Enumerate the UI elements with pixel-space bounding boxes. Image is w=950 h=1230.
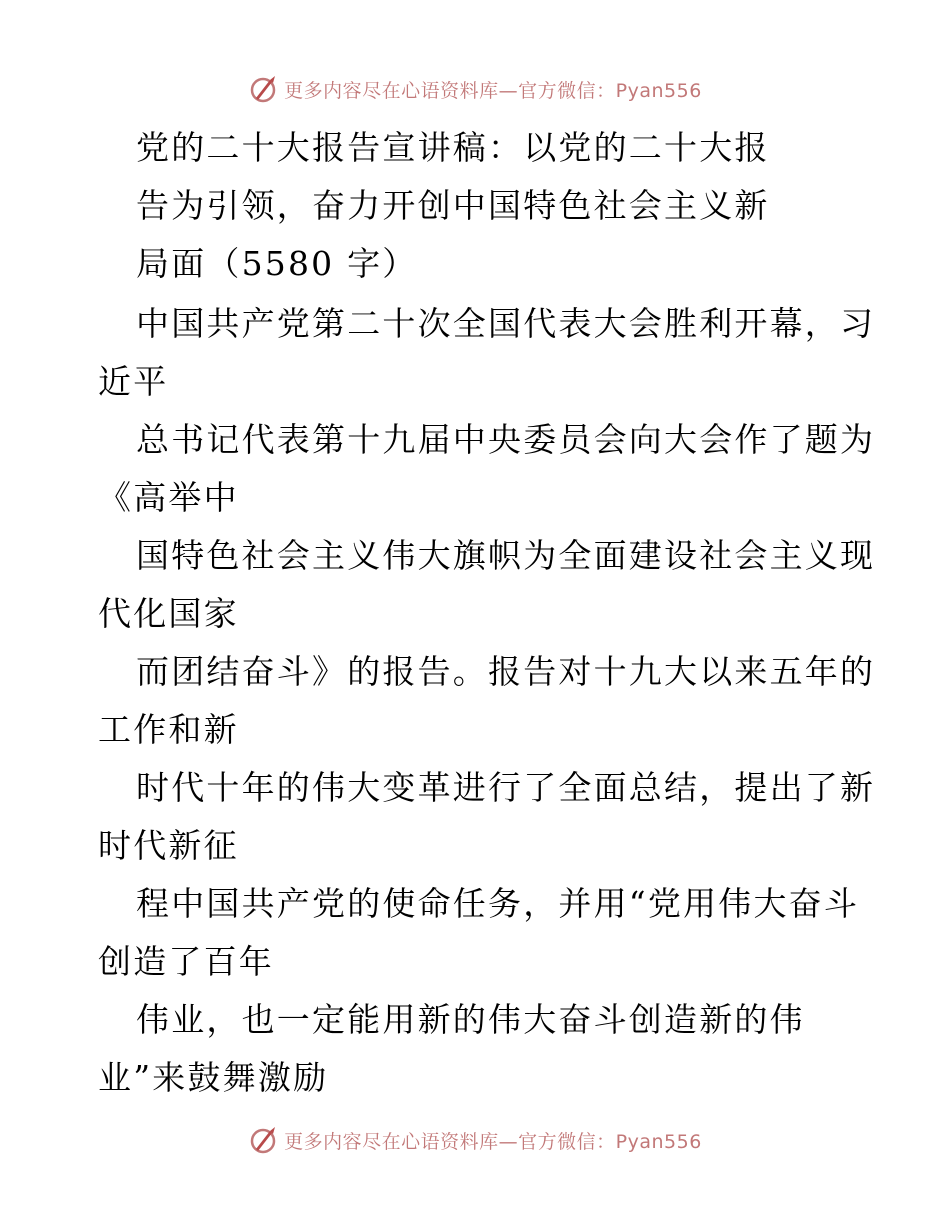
paragraph-line: 代化国家 (98, 594, 239, 633)
title-line: 局面（5580 字） (136, 244, 418, 283)
quill-logo-icon (248, 1125, 278, 1155)
paragraph-line: 中国共产党第二十次全国代表大会胜利开幕，习 (136, 304, 876, 343)
paragraph-line: 总书记代表第十九届中央委员会向大会作了题为 (136, 420, 876, 459)
footer-watermark (0, 1123, 950, 1157)
watermark-text: 更多内容尽在心语资料库—官方微信：Pyan556 (284, 1130, 702, 1153)
paragraph-line: 工作和新 (98, 710, 239, 749)
paragraph-line: 业”来鼓舞激励 (98, 1058, 329, 1097)
paragraph-line: 《高举中 (98, 478, 239, 517)
header-watermark (0, 72, 950, 106)
paragraph-line: 程中国共产党的使命任务，并用“党用伟大奋斗 (136, 884, 860, 923)
paragraph-line: 国特色社会主义伟大旗帜为全面建设社会主义现 (136, 536, 876, 575)
watermark-text: 更多内容尽在心语资料库—官方微信：Pyan556 (284, 79, 702, 102)
paragraph-line: 近平 (98, 362, 169, 401)
paragraph-line: 创造了百年 (98, 942, 274, 981)
paragraph-line: 时代十年的伟大变革进行了全面总结，提出了新 (136, 768, 876, 807)
title-line: 党的二十大报告宣讲稿：以党的二十大报 (136, 128, 770, 167)
title-line: 告为引领，奋力开创中国特色社会主义新 (136, 186, 770, 225)
paragraph-line: 伟业，也一定能用新的伟大奋斗创造新的伟 (136, 1000, 805, 1039)
paragraph-line: 时代新征 (98, 826, 239, 865)
quill-logo-icon (248, 74, 278, 104)
paragraph-line: 而团结奋斗》的报告。报告对十九大以来五年的 (136, 652, 876, 691)
